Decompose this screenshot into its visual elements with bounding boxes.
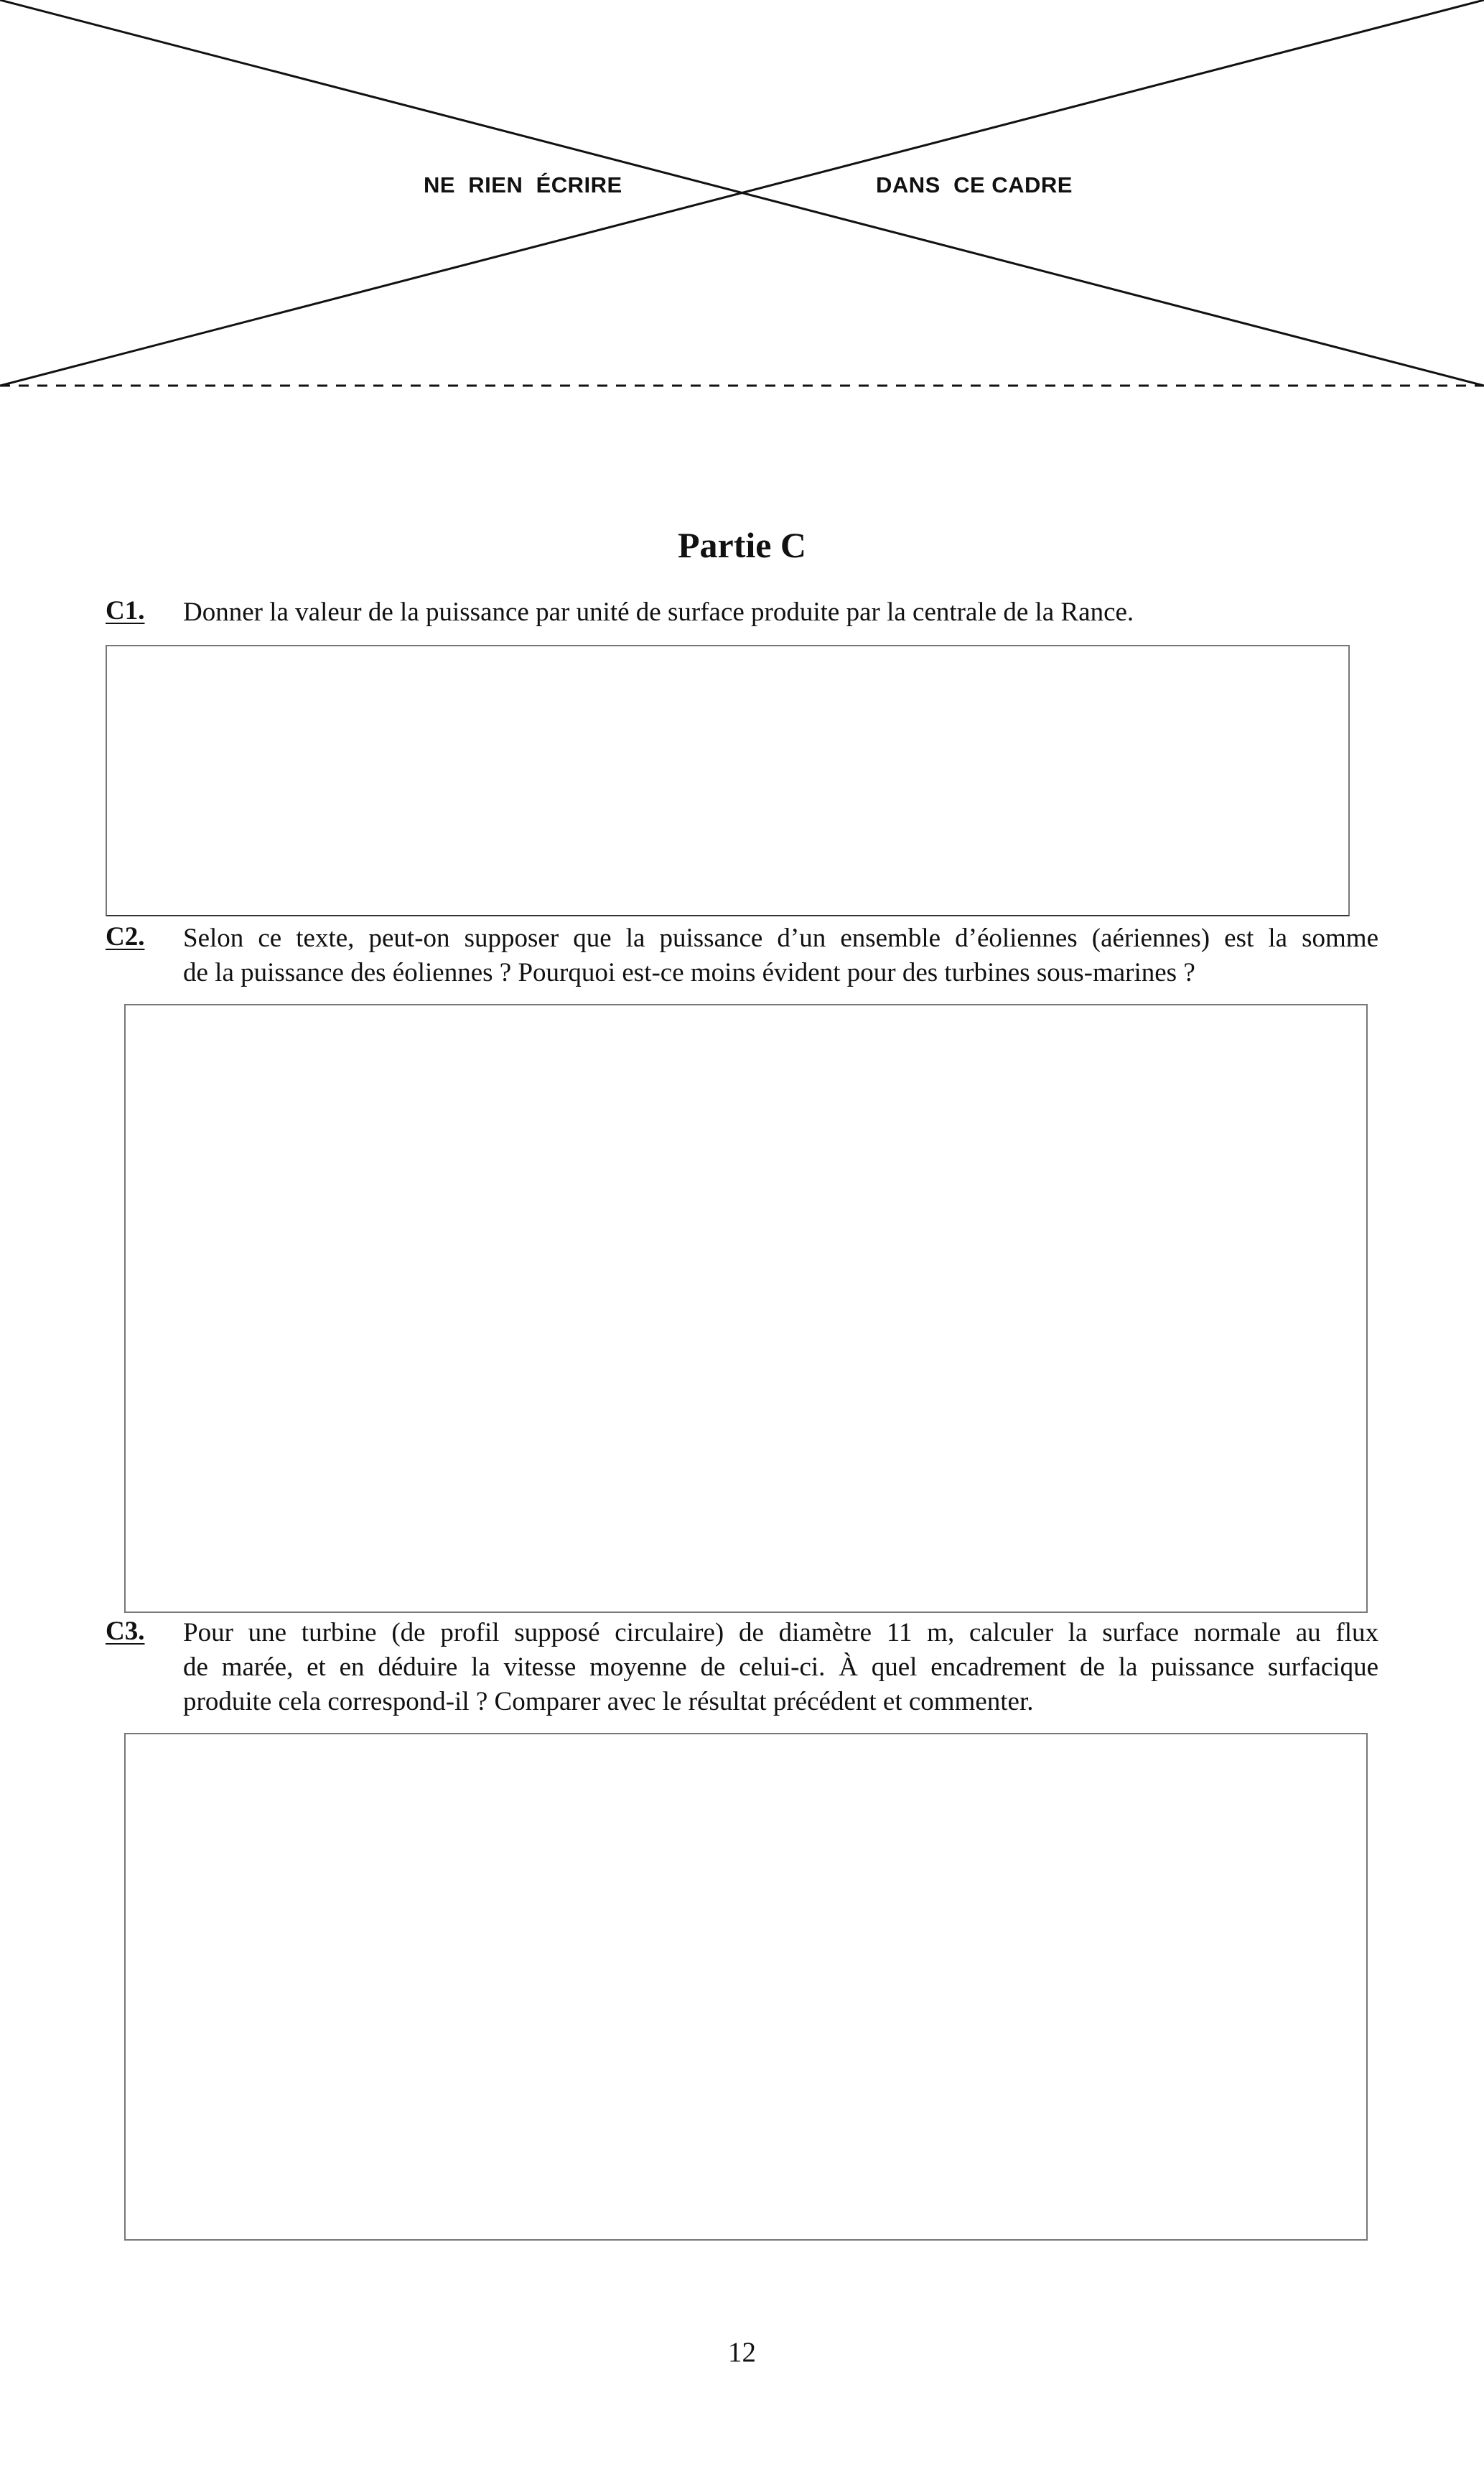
question-label-c1: C1. bbox=[106, 596, 145, 626]
question-c3-line-1: Pour une turbine (de profil supposé circulaire) de diamètre 11 m, calculer la surface normale au flux bbox=[183, 1618, 1378, 1647]
banner-text-left: NE RIEN ÉCRIRE bbox=[424, 172, 622, 197]
question-text-c3 bbox=[183, 1616, 1378, 1719]
no-write-frame bbox=[0, 0, 1484, 402]
question-label-c2: C2. bbox=[106, 922, 145, 952]
question-label-c3: C3. bbox=[106, 1617, 145, 1646]
answer-box-c3[interactable] bbox=[124, 1733, 1368, 2241]
question-text-c2 bbox=[183, 921, 1378, 990]
question-c3-line-2: de marée, et en déduire la vitesse moyenne de celui-ci. À quel encadrement de la puissance surfacique bbox=[183, 1652, 1378, 1682]
question-c2-line-2: de la puissance des éoliennes ? Pourquoi est-ce moins évident pour des turbines sous-marines ? bbox=[183, 958, 1195, 987]
page-number: 12 bbox=[728, 2337, 756, 2368]
question-c2-line-1: Selon ce texte, peut-on supposer que la puissance d’un ensemble d’éoliennes (aériennes) est la somme bbox=[183, 924, 1378, 953]
banner-text-right: DANS CE CADRE bbox=[876, 172, 1073, 197]
section-title: Partie C bbox=[677, 525, 807, 565]
answer-box-c1[interactable] bbox=[106, 645, 1350, 916]
answer-box-c2[interactable] bbox=[124, 1004, 1368, 1613]
question-text-c1 bbox=[183, 595, 1378, 630]
question-c3-line-3: produite cela correspond-il ? Comparer avec le résultat précédent et commenter. bbox=[183, 1687, 1034, 1716]
question-c1-line-1: Donner la valeur de la puissance par unité de surface produite par la centrale de la Rance. bbox=[183, 597, 1134, 627]
